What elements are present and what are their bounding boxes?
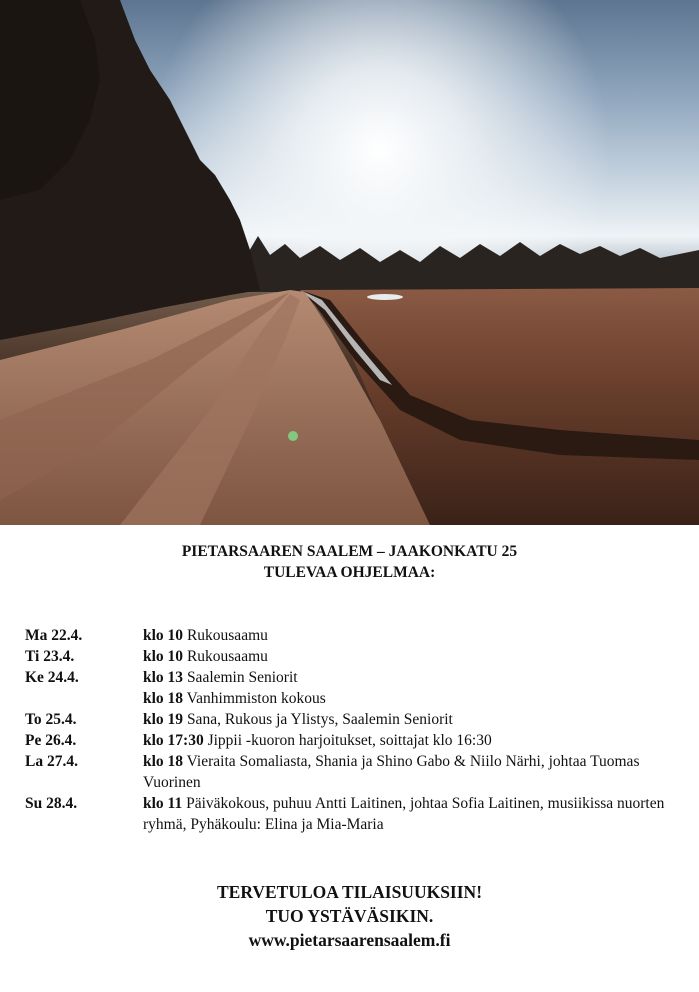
header-line2: TULEVAA OHJELMAA: xyxy=(263,564,436,581)
schedule-day: Pe 26.4. xyxy=(25,732,77,749)
schedule-day: To 25.4. xyxy=(25,711,77,728)
schedule-row xyxy=(25,667,685,688)
schedule-row xyxy=(25,751,685,793)
schedule-text: Päiväkokous, puhuu Antti Laitinen, johtaa Sofia Laitinen, musiikissa nuorten ryhmä, Pyhäkoulu: Elina ja Mia-Maria xyxy=(143,795,665,833)
schedule-time: klo 13 xyxy=(143,669,184,686)
schedule-text: Vieraita Somaliasta, Shania ja Shino Gabo & Niilo Närhi, johtaa Tuomas Vuorinen xyxy=(143,753,640,791)
footer-invite: TUO YSTÄVÄSIKIN. xyxy=(265,906,434,926)
schedule-text: Rukousaamu xyxy=(183,627,268,644)
schedule-text: Rukousaamu xyxy=(183,648,268,665)
schedule-day: Ke 24.4. xyxy=(25,669,79,686)
schedule-text: Saalemin Seniorit xyxy=(183,669,298,686)
schedule-day: Ti 23.4. xyxy=(25,648,75,665)
schedule-text: Vanhimmiston kokous xyxy=(183,690,326,707)
schedule-row xyxy=(25,793,685,835)
schedule-time: klo 18 xyxy=(143,690,184,707)
schedule-text: Jippii -kuoron harjoitukset, soittajat klo 16:30 xyxy=(203,732,492,749)
schedule-row xyxy=(25,688,685,709)
schedule-row xyxy=(25,730,685,751)
schedule-row xyxy=(25,625,685,646)
schedule-time: klo 10 xyxy=(143,627,184,644)
schedule-day: Ma 22.4. xyxy=(25,627,83,644)
schedule-list xyxy=(25,625,685,835)
schedule-day: Su 28.4. xyxy=(25,795,78,812)
schedule-row xyxy=(25,646,685,667)
schedule-row xyxy=(25,709,685,730)
header-line1: PIETARSAAREN SAALEM – JAAKONKATU 25 xyxy=(181,543,518,560)
schedule-text: Sana, Rukous ja Ylistys, Saalemin Seniorit xyxy=(183,711,453,728)
schedule-day: La 27.4. xyxy=(25,753,78,770)
footer-website-link[interactable]: www.pietarsaarensaalem.fi xyxy=(248,930,451,950)
schedule-time: klo 17:30 xyxy=(143,732,204,749)
schedule-time: klo 19 xyxy=(143,711,184,728)
schedule-time: klo 11 xyxy=(143,795,183,812)
schedule-time: klo 18 xyxy=(143,753,184,770)
schedule-time: klo 10 xyxy=(143,648,184,665)
footer-welcome: TERVETULOA TILAISUUKSIIN! xyxy=(216,882,483,902)
